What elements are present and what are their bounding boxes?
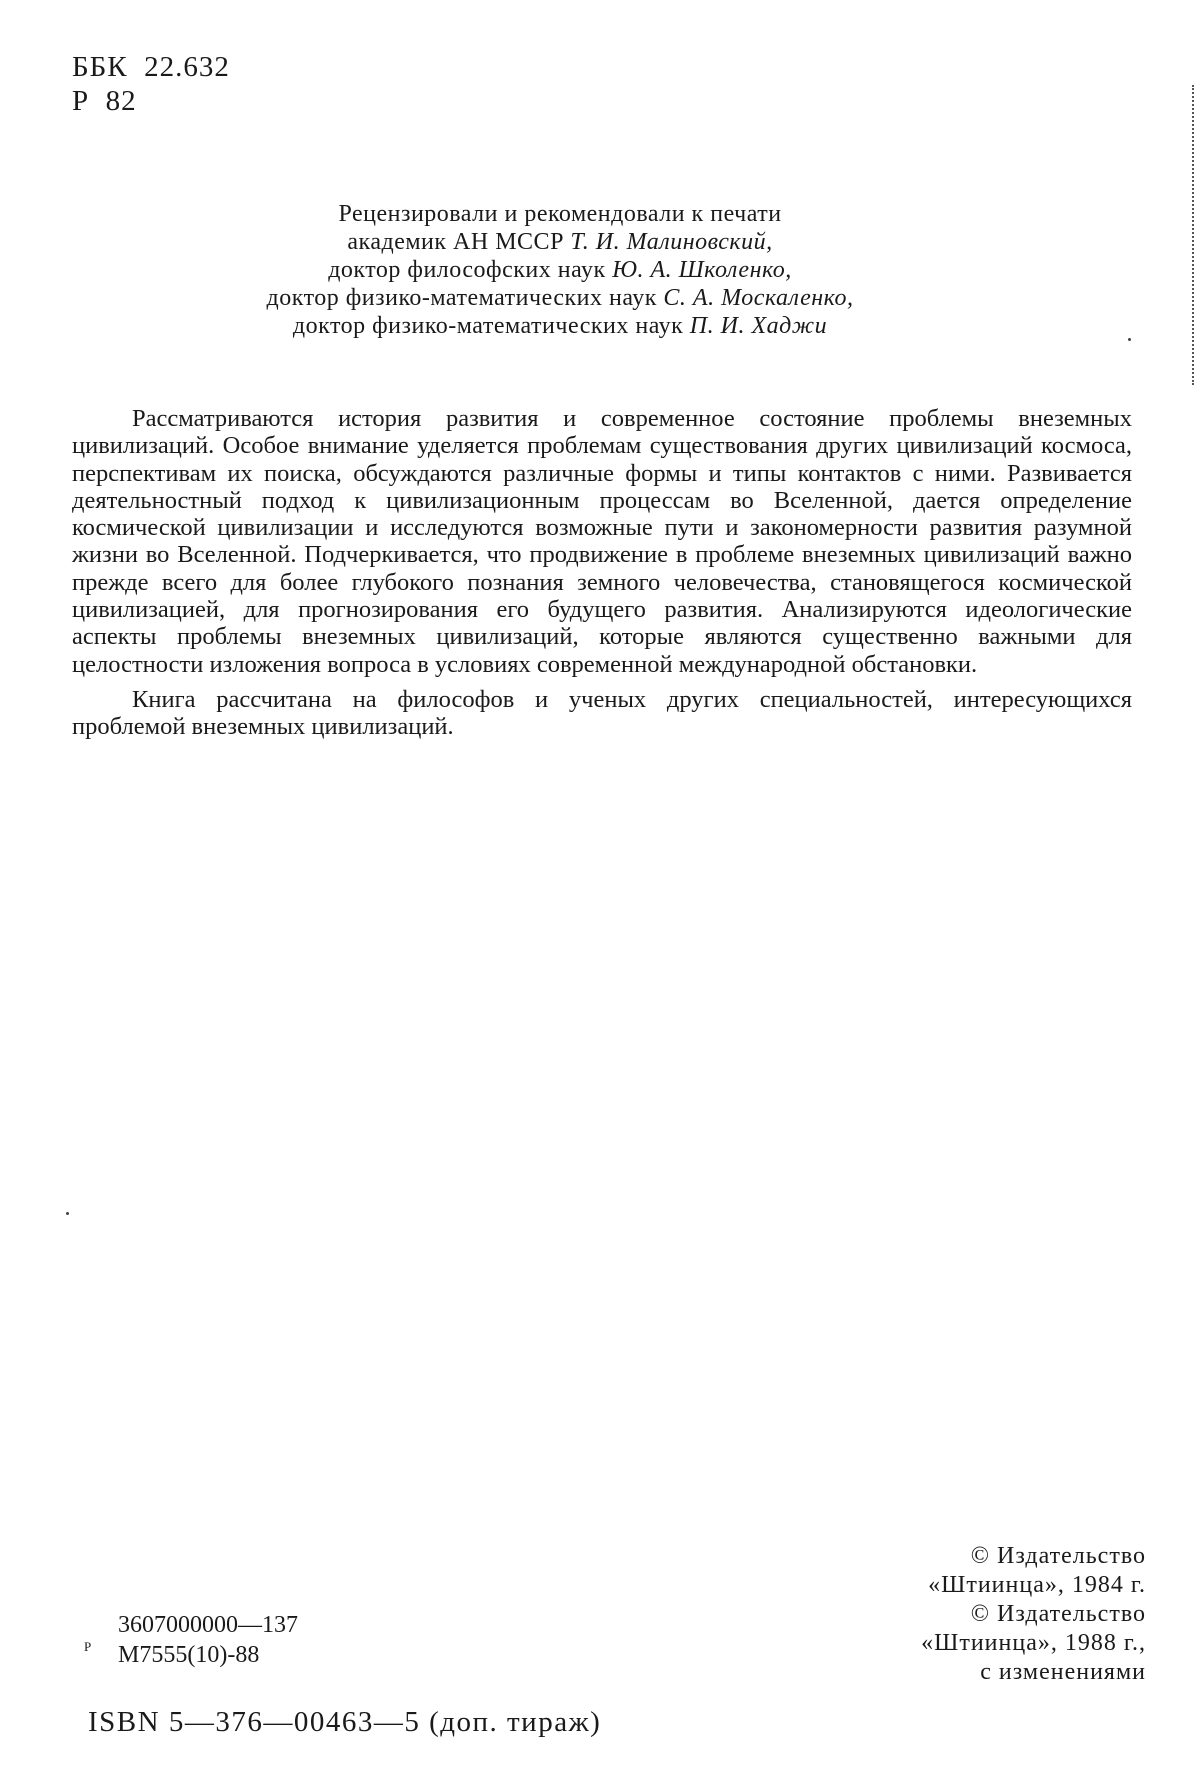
isbn-line: ISBN 5—376—00463—5 (доп. тираж) [88,1706,602,1738]
bbk-code: ББК 22.632 [72,51,230,83]
reviewers-intro: Рецензировали и рекомендовали к печати [338,201,782,227]
scan-dust-dot [66,1212,69,1215]
reviewer-title: доктор физико-математических наук [266,285,657,311]
reviewer-name: П. И. Хаджи [689,313,828,339]
scan-dust-dot [1128,338,1131,341]
reviewer-line [120,256,1000,284]
scan-edge-mark [1192,85,1200,385]
reviewer-line [120,284,1000,312]
reviewer-line [120,312,1000,340]
reviewers-block [120,200,1000,340]
copyright-line: «Штиинца», 1984 г. [928,1572,1146,1598]
copyright-line: © Издательство [970,1543,1146,1569]
catalog-code-bottom: М7555(10)-88 [118,1642,260,1668]
catalog-mark: Р [84,1639,92,1654]
reviewer-title: доктор философских наук [328,257,606,283]
reviewer-name: Т. И. Малиновский, [570,229,773,255]
reviewer-line [120,228,1000,256]
annotation-paragraph: Книга рассчитана на философов и ученых других специальностей, интересующихся проблемой внеземных цивилизаций. [72,685,1132,741]
reviewer-title: академик АН МССР [347,229,564,255]
annotation-paragraph: Рассматриваются история развития и современное состояние проблемы внеземных цивилизаций. Особое внимание уделяется проблемам существования других цивилизаций космоса, перспективам их поиска, обсуждаются различные формы и типы контактов с ними. Развивается деятельностный подход к цивилизационным процессам во Вселенной, дается определение космической цивилизации и исследуются возможные пути и закономерности развития разумной жизни во Вселенной. Подчеркивается, что продвижение в проблеме внеземных цивилизаций важно прежде всего для более глубокого познания земного человечества, становящегося космической цивилизацией, для прогнозирования его будущего развития. Анализируются идеологические аспекты проблемы внеземных цивилизаций, которые являются существенно важными для целостности изложения вопроса в условиях современной международной обстановки. [72,405,1132,678]
copyright-line: с изменениями [980,1659,1146,1685]
catalog-code-top: 3607000000—137 [118,1612,298,1638]
classification-codes [72,50,230,118]
copyright-block [921,1542,1146,1687]
copyright-line: «Штиинца», 1988 г., [921,1630,1146,1656]
annotation [72,405,1132,749]
author-mark: Р 82 [72,85,137,117]
reviewer-name: Ю. А. Школенко, [612,257,792,283]
reviewer-name: С. А. Москаленко, [663,285,854,311]
reviewer-title: доктор физико-математических наук [292,313,684,339]
copyright-line: © Издательство [970,1601,1146,1627]
catalog-code [118,1610,298,1670]
